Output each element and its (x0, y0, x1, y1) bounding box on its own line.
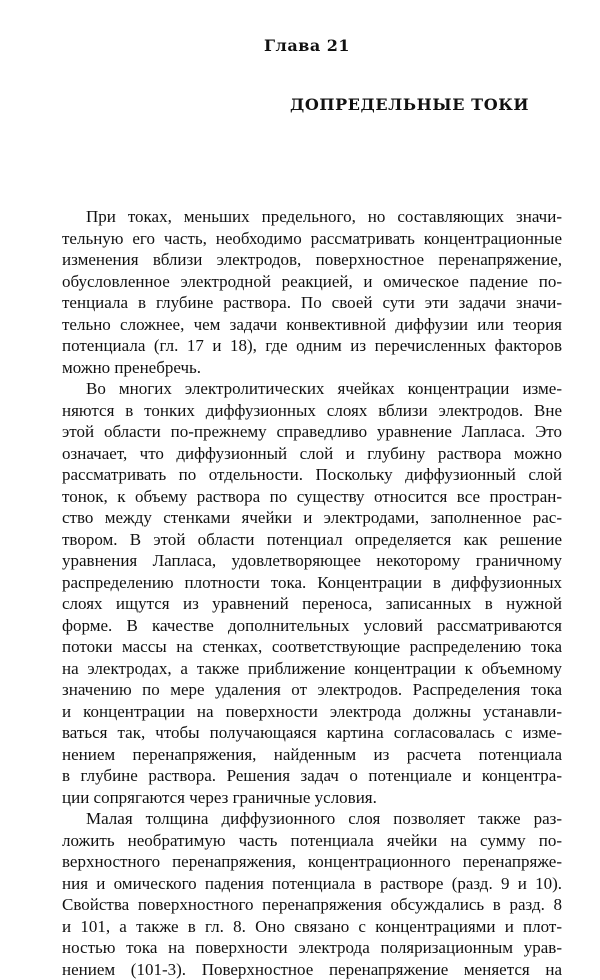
text-line: верхностного перенапряжения, концентрационного перенапряже- (62, 851, 562, 873)
text-line: форме. В качестве дополнительных условий рассматриваются (62, 615, 562, 637)
text-line: ностью тока на поверхности электрода поляризационным урав- (62, 937, 562, 959)
body-text (62, 206, 562, 980)
text-line: нением перенапряжения, найденным из расчета потенциала (62, 744, 562, 766)
text-line: обусловленное электродной реакцией, и омическое падение по- (62, 271, 562, 293)
paragraph (62, 378, 562, 808)
text-line: Во многих электролитических ячейках концентрации изме- (62, 378, 562, 400)
text-line: ство между стенками ячейки и электродами, заполненное рас- (62, 507, 562, 529)
text-line: тенциала в глубине раствора. По своей сути эти задачи значи- (62, 292, 562, 314)
text-line: в глубине раствора. Решения задач о потенциале и концентра- (62, 765, 562, 787)
text-line: изменения вблизи электродов, поверхностное перенапряжение, (62, 249, 562, 271)
text-line: ции сопрягаются через граничные условия. (62, 787, 562, 809)
text-line: ложить необратимую часть потенциала ячейки на сумму по- (62, 830, 562, 852)
paragraph (62, 808, 562, 980)
text-line: тонок, к объему раствора по существу относится все простран- (62, 486, 562, 508)
text-line: потоки массы на стенках, соответствующие распределению тока (62, 636, 562, 658)
text-line: потенциала (гл. 17 и 18), где одним из перечисленных факторов (62, 335, 562, 357)
text-line: ния и омического падения потенциала в растворе (разд. 9 и 10). (62, 873, 562, 895)
text-line: тельно сложнее, чем задачи конвективной диффузии или теория (62, 314, 562, 336)
text-line: распределению плотности тока. Концентрации в диффузионных (62, 572, 562, 594)
text-line: тельную его часть, необходимо рассматривать концентрационные (62, 228, 562, 250)
text-line: нением (101-3). Поверхностное перенапряжение меняется на (62, 959, 562, 980)
text-line: значению по мере удаления от электродов. Распределения тока (62, 679, 562, 701)
paragraph (62, 206, 562, 378)
text-line: уравнения Лапласа, удовлетворяющее некоторому граничному (62, 550, 562, 572)
text-line: твором. В этой области потенциал определяется как решение (62, 529, 562, 551)
text-line: слоях ищутся из уравнений переноса, записанных в нужной (62, 593, 562, 615)
text-line: этой области по-прежнему справедливо уравнение Лапласа. Это (62, 421, 562, 443)
chapter-label: Глава 21 (264, 36, 350, 55)
text-line: Малая толщина диффузионного слоя позволяет также раз- (62, 808, 562, 830)
text-line: и 101, а также в гл. 8. Оно связано с концентрациями и плот- (62, 916, 562, 938)
chapter-title: ДОПРЕДЕЛЬНЫЕ ТОКИ (290, 95, 529, 114)
text-line: можно пренебречь. (62, 357, 562, 379)
text-line: ваться так, чтобы получающаяся картина согласовалась с изме- (62, 722, 562, 744)
text-line: на электродах, а также приближение концентрации к объемному (62, 658, 562, 680)
text-line: няются в тонких диффузионных слоях вблизи электродов. Вне (62, 400, 562, 422)
text-line: и концентрации на поверхности электрода должны устанавли- (62, 701, 562, 723)
text-line: Свойства поверхностного перенапряжения обсуждались в разд. 8 (62, 894, 562, 916)
text-line: рассматривать по отдельности. Поскольку диффузионный слой (62, 464, 562, 486)
text-line: означает, что диффузионный слой и глубину раствора можно (62, 443, 562, 465)
text-line: При токах, меньших предельного, но составляющих значи- (62, 206, 562, 228)
